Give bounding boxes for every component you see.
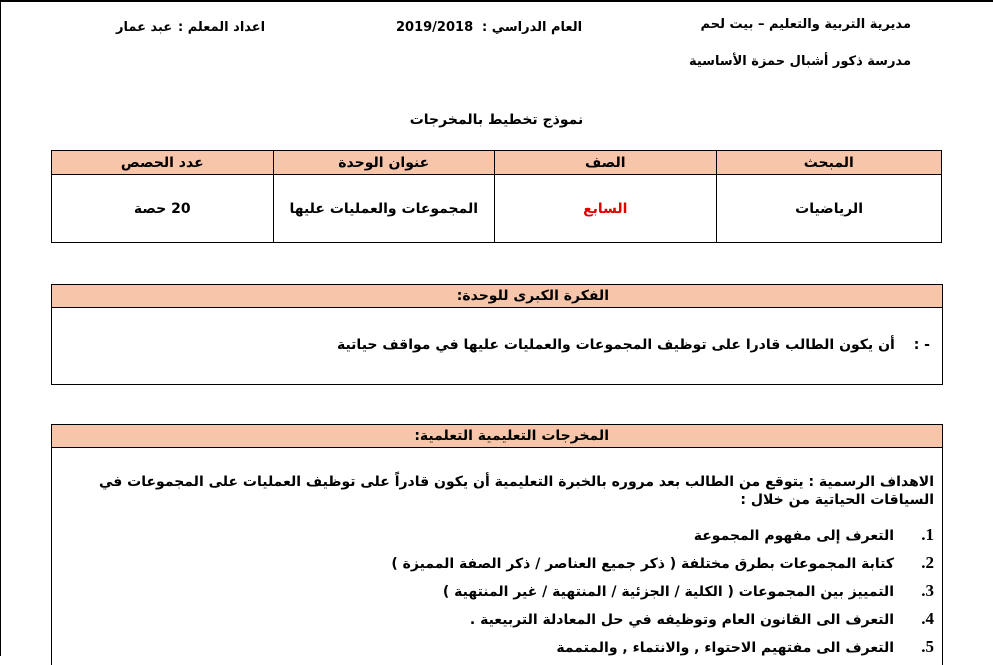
page-border-top — [0, 0, 993, 2]
outcomes-heading: المخرجات التعليمية التعلمية: — [52, 425, 942, 448]
subject-table — [51, 150, 942, 243]
header-grade: الصف — [495, 151, 716, 175]
outcomes-list — [391, 521, 934, 661]
item-text: التمييز بين المجموعات ( الكلية / الجزئية / المنتهية / غير المنتهية ) — [442, 584, 894, 600]
subject-value: الرياضيات — [716, 175, 942, 243]
big-idea-line — [337, 337, 930, 353]
grade-value: السابع — [495, 175, 716, 243]
teacher-label: اعداد المعلم : — [178, 20, 266, 35]
outcomes-box — [51, 424, 943, 665]
unit-title-value: المجموعات والعمليات عليها — [273, 175, 494, 243]
big-idea-text: أن يكون الطالب قادرا على توظيف المجموعات والعمليات عليها في مواقف حياتية — [336, 337, 895, 353]
list-item — [391, 521, 934, 549]
item-text: التعرف الى مفتهيم الاحتواء , والانتماء , والمتممة — [556, 640, 894, 656]
item-number: 1. — [921, 525, 934, 544]
item-text: التعرف الى القانون العام وتوظيفه في حل المعادلة التربيعية . — [469, 612, 894, 628]
teacher-name: عبد عمار — [116, 20, 173, 35]
directorate-text: مديرية التربية والتعليم – بيت لحم — [700, 17, 911, 32]
big-idea-box — [51, 284, 943, 385]
big-idea-heading: الفكرة الكبرى للوحدة: — [52, 285, 942, 308]
item-number: 2. — [921, 553, 934, 572]
big-idea-bullet: - : — [913, 337, 930, 353]
year-value: 2019/2018 — [396, 20, 474, 35]
item-number: 3. — [921, 581, 934, 600]
year-label: العام الدراسي : — [482, 20, 583, 35]
item-text: كتابة المجموعات بطرق مختلفة ( ذكر جميع العناصر / ذكر الصفة المميزة ) — [391, 556, 894, 572]
list-item — [391, 549, 934, 577]
page-border-left — [0, 0, 1, 656]
outcomes-intro: الاهداف الرسمية : يتوقع من الطالب بعد مروره بالخبرة التعليمية أن يكون قادراً على توظيف العمليات على المجموعات في السياقات الحياتية من خلال : — [98, 474, 934, 508]
header-subject: المبحث — [716, 151, 942, 175]
school-name: مدرسة ذكور أشبال حمزة الأساسية — [688, 54, 911, 69]
page-title: نموذج تخطيط بالمخرجات — [409, 112, 584, 128]
subject-table-header-row — [52, 151, 942, 175]
item-number: 4. — [921, 609, 934, 628]
list-item — [391, 605, 934, 633]
item-number: 5. — [921, 637, 934, 656]
item-text: التعرف إلى مفهوم المجموعة — [693, 528, 894, 544]
header-unit-title: عنوان الوحدة — [273, 151, 494, 175]
lesson-count-value: 20 حصة — [52, 175, 274, 243]
list-item — [391, 577, 934, 605]
subject-table-row — [52, 175, 942, 243]
list-item — [391, 633, 934, 661]
header-lesson-count: عدد الحصص — [52, 151, 274, 175]
